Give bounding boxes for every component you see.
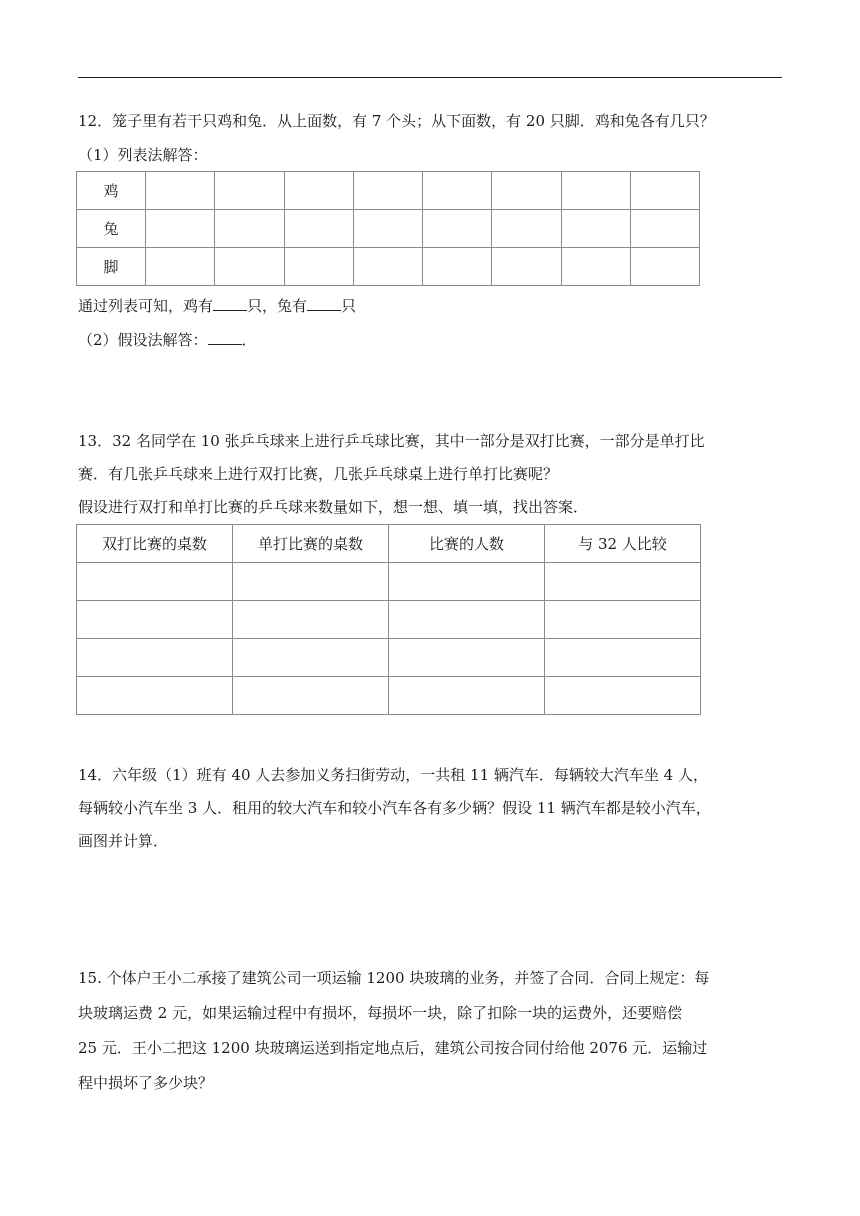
table-row xyxy=(77,601,701,639)
table-row xyxy=(77,563,701,601)
q12-part2 xyxy=(78,330,257,350)
q14-line1: 14．六年级（1）班有 40 人去参加义务扫街劳动，一共租 11 辆汽车．每辆较大汽车坐 4 人， xyxy=(78,766,708,784)
row-header-rabbit: 兔 xyxy=(77,210,146,248)
q15-line4: 程中损坏了多少块？ xyxy=(78,1074,214,1092)
table-cell[interactable] xyxy=(146,172,215,210)
table-cell[interactable] xyxy=(389,563,545,601)
conclusion-text-a: 通过列表可知，鸡有 xyxy=(78,297,214,315)
table-cell[interactable] xyxy=(233,563,389,601)
q13-line1: 13．32 名同学在 10 张乒乓球来上进行乒乓球比赛，其中一部分是双打比赛，一部分是单打比 xyxy=(78,432,705,450)
table-cell[interactable] xyxy=(389,639,545,677)
table-cell[interactable] xyxy=(545,563,701,601)
q15-line1: 15. 个体户王小二承接了建筑公司一项运输 1200 块玻璃的业务，并签了合同．合同上规定：每 xyxy=(78,969,710,987)
table-cell[interactable] xyxy=(146,248,215,286)
header-players: 比赛的人数 xyxy=(389,525,545,563)
table-cell[interactable] xyxy=(630,172,699,210)
q13-table xyxy=(76,524,701,715)
table-cell[interactable] xyxy=(561,210,630,248)
table-row xyxy=(77,172,700,210)
table-row xyxy=(77,639,701,677)
table-cell[interactable] xyxy=(77,677,233,715)
table-cell[interactable] xyxy=(233,639,389,677)
row-header-chicken: 鸡 xyxy=(77,172,146,210)
table-cell[interactable] xyxy=(284,210,353,248)
rabbit-count-blank[interactable] xyxy=(307,296,341,311)
table-cell[interactable] xyxy=(389,601,545,639)
table-row xyxy=(77,210,700,248)
table-cell[interactable] xyxy=(561,172,630,210)
row-header-feet: 脚 xyxy=(77,248,146,286)
table-cell[interactable] xyxy=(353,172,422,210)
table-cell[interactable] xyxy=(215,210,284,248)
table-cell[interactable] xyxy=(389,677,545,715)
table-cell[interactable] xyxy=(630,248,699,286)
chicken-count-blank[interactable] xyxy=(213,296,247,311)
q12-conclusion xyxy=(78,296,356,316)
table-cell[interactable] xyxy=(353,210,422,248)
table-cell[interactable] xyxy=(423,248,492,286)
table-cell[interactable] xyxy=(77,639,233,677)
table-cell[interactable] xyxy=(492,172,561,210)
q14-line3: 画图并计算． xyxy=(78,832,169,850)
table-cell[interactable] xyxy=(215,248,284,286)
table-row xyxy=(77,677,701,715)
q15-line2: 块玻璃运费 2 元，如果运输过程中有损坏，每损坏一块，除了扣除一块的运费外，还要赔偿 xyxy=(78,1004,683,1022)
table-cell[interactable] xyxy=(545,639,701,677)
table-cell[interactable] xyxy=(146,210,215,248)
q15-line3: 25 元．王小二把这 1200 块玻璃运送到指定地点后，建筑公司按合同付给他 2076 元．运输过 xyxy=(78,1039,708,1057)
table-cell[interactable] xyxy=(492,210,561,248)
table-row xyxy=(77,248,700,286)
q13-line2: 赛．有几张乒乓球来上进行双打比赛，几张乒乓球桌上进行单打比赛呢？ xyxy=(78,465,559,483)
table-cell[interactable] xyxy=(561,248,630,286)
header-double-tables: 双打比赛的桌数 xyxy=(77,525,233,563)
conclusion-text-b: 只，兔有 xyxy=(247,297,308,315)
table-cell[interactable] xyxy=(353,248,422,286)
table-cell[interactable] xyxy=(233,601,389,639)
table-cell[interactable] xyxy=(77,563,233,601)
table-cell[interactable] xyxy=(284,172,353,210)
table-cell[interactable] xyxy=(492,248,561,286)
table-cell[interactable] xyxy=(630,210,699,248)
table-cell[interactable] xyxy=(284,248,353,286)
q13-line3: 假设进行双打和单打比赛的乒乓球来数量如下，想一想、填一填，找出答案． xyxy=(78,498,589,516)
table-header-row xyxy=(77,525,701,563)
q12-part1-label: （1）列表法解答： xyxy=(78,146,208,164)
q12-question: 12．笼子里有若干只鸡和兔．从上面数，有 7 个头；从下面数，有 20 只脚．鸡和兔各有几只？ xyxy=(78,112,715,130)
table-cell[interactable] xyxy=(545,677,701,715)
table-cell[interactable] xyxy=(423,210,492,248)
table-cell[interactable] xyxy=(77,601,233,639)
table-cell[interactable] xyxy=(423,172,492,210)
header-rule xyxy=(78,77,782,78)
table-cell[interactable] xyxy=(233,677,389,715)
q12-table xyxy=(76,171,700,286)
header-single-tables: 单打比赛的桌数 xyxy=(233,525,389,563)
table-cell[interactable] xyxy=(215,172,284,210)
q14-line2: 每辆较小汽车坐 3 人．租用的较大汽车和较小汽车各有多少辆？假设 11 辆汽车都是较小汽车， xyxy=(78,799,711,817)
table-cell[interactable] xyxy=(545,601,701,639)
part2-period: ． xyxy=(241,331,257,349)
conclusion-text-c: 只 xyxy=(341,297,357,315)
part2-label: （2）假设法解答： xyxy=(78,331,208,349)
header-compare: 与 32 人比较 xyxy=(545,525,701,563)
assumption-answer-blank[interactable] xyxy=(208,330,242,345)
